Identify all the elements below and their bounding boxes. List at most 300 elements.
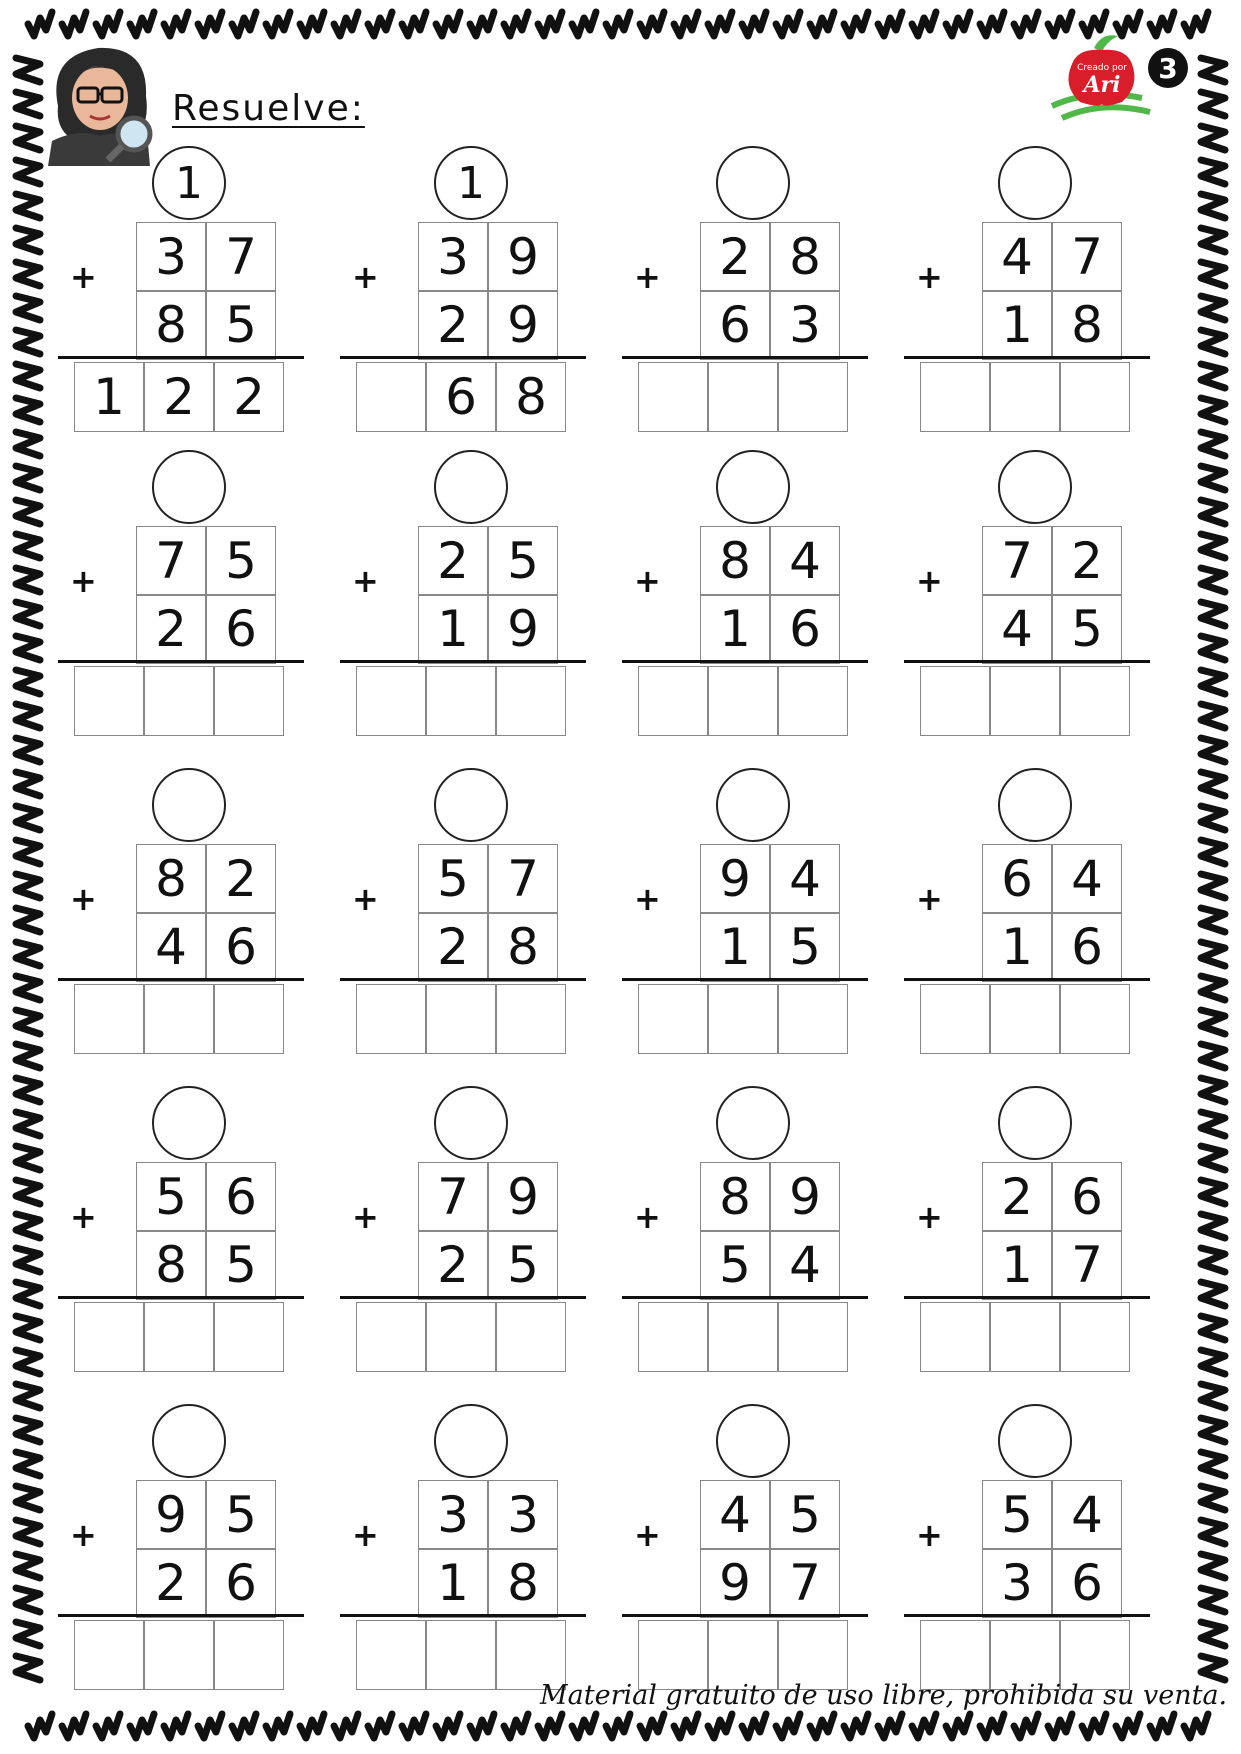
result-units-box[interactable] [214, 1302, 284, 1372]
addition-problem [908, 1086, 1158, 1376]
carry-circle[interactable]: 1 [434, 146, 508, 220]
carry-circle[interactable] [716, 1086, 790, 1160]
border-scribble [538, 1714, 562, 1738]
border-scribble [1201, 364, 1225, 388]
border-scribble [674, 1714, 698, 1738]
sum-line [622, 1614, 868, 1617]
top-tens-digit: 8 [700, 526, 770, 596]
border-scribble [1201, 874, 1225, 898]
top-units-digit: 2 [1052, 526, 1122, 596]
plus-sign: + [352, 1516, 379, 1554]
border-scribble [1201, 704, 1225, 728]
border-scribble [96, 1714, 120, 1738]
border-scribble [16, 772, 40, 796]
result-units-box[interactable] [778, 984, 848, 1054]
top-tens-digit: 4 [982, 222, 1052, 292]
border-scribble [1201, 738, 1225, 762]
border-scribble [16, 500, 40, 524]
border-scribble [16, 1146, 40, 1170]
border-scribble [946, 12, 970, 36]
result-units-box[interactable] [778, 666, 848, 736]
border-scribble [334, 12, 358, 36]
result-units-box[interactable] [778, 362, 848, 432]
bottom-units-digit: 8 [488, 912, 558, 982]
bottom-tens-digit: 1 [700, 594, 770, 664]
border-scribble [16, 1214, 40, 1238]
border-scribble [776, 12, 800, 36]
result-tens-box[interactable] [708, 984, 778, 1054]
carry-circle[interactable] [152, 1404, 226, 1478]
plus-sign: + [70, 1516, 97, 1554]
result-tens-box[interactable] [990, 1302, 1060, 1372]
result-units-box[interactable]: 2 [214, 362, 284, 432]
top-units-digit: 7 [1052, 222, 1122, 292]
result-units-box[interactable] [1060, 362, 1130, 432]
result-hundreds-box[interactable] [356, 984, 426, 1054]
bottom-tens-digit: 8 [136, 290, 206, 360]
border-scribble [16, 670, 40, 694]
sum-line [622, 978, 868, 981]
border-scribble [1201, 1010, 1225, 1034]
bottom-units-digit: 6 [770, 594, 840, 664]
top-units-digit: 5 [206, 1480, 276, 1550]
result-units-box[interactable] [214, 984, 284, 1054]
result-hundreds-box[interactable] [638, 362, 708, 432]
result-tens-box[interactable] [144, 666, 214, 736]
border-scribble [198, 12, 222, 36]
bottom-units-digit: 6 [206, 1548, 276, 1618]
result-tens-box[interactable]: 6 [426, 362, 496, 432]
border-scribble [16, 1520, 40, 1544]
border-scribble [16, 398, 40, 422]
result-hundreds-box[interactable] [638, 984, 708, 1054]
result-units-box[interactable] [778, 1302, 848, 1372]
result-hundreds-box[interactable] [74, 666, 144, 736]
sum-line [340, 978, 586, 981]
plus-sign: + [70, 880, 97, 918]
border-scribble [62, 1714, 86, 1738]
border-scribble [16, 1486, 40, 1510]
sum-line [58, 1296, 304, 1299]
addition-problem [626, 146, 876, 436]
result-tens-box[interactable] [990, 984, 1060, 1054]
top-units-digit: 6 [206, 1162, 276, 1232]
carry-circle[interactable] [434, 768, 508, 842]
border-scribble [1201, 602, 1225, 626]
addition-problem [908, 1404, 1158, 1694]
plus-sign: + [70, 562, 97, 600]
result-tens-box[interactable] [144, 984, 214, 1054]
top-units-digit: 7 [488, 844, 558, 914]
bottom-tens-digit: 1 [982, 912, 1052, 982]
border-scribble [1201, 1214, 1225, 1238]
border-scribble [1150, 1714, 1174, 1738]
border-scribble [1201, 1418, 1225, 1442]
carry-circle[interactable] [434, 1086, 508, 1160]
addition-problem [626, 1086, 876, 1376]
border-scribble [1201, 636, 1225, 660]
border-scribble [1201, 1112, 1225, 1136]
border-scribble [912, 12, 936, 36]
border-scribble [878, 12, 902, 36]
plus-sign: + [352, 562, 379, 600]
border-scribble [62, 12, 86, 36]
footer-note: Material gratuito de uso libre, prohibida su venta. [540, 1680, 1228, 1711]
border-scribble [28, 1714, 52, 1738]
top-tens-digit: 3 [418, 1480, 488, 1550]
carry-circle[interactable] [716, 768, 790, 842]
result-hundreds-box[interactable] [920, 984, 990, 1054]
sum-line [340, 660, 586, 663]
bottom-units-digit: 8 [1052, 290, 1122, 360]
result-hundreds-box[interactable] [638, 1302, 708, 1372]
border-scribble [1201, 1180, 1225, 1204]
border-scribble [1201, 908, 1225, 932]
result-hundreds-box[interactable] [74, 1620, 144, 1690]
border-scribble [16, 1010, 40, 1034]
border-scribble [1201, 670, 1225, 694]
result-hundreds-box[interactable] [74, 1302, 144, 1372]
border-scribble [16, 1452, 40, 1476]
top-units-digit: 7 [206, 222, 276, 292]
top-units-digit: 3 [488, 1480, 558, 1550]
border-scribble [1201, 1248, 1225, 1272]
border-scribble [16, 1418, 40, 1442]
border-scribble [16, 1384, 40, 1408]
sum-line [904, 660, 1150, 663]
addition-problem [344, 1404, 594, 1694]
addition-problem [62, 768, 312, 1058]
border-scribble [1201, 534, 1225, 558]
bottom-units-digit: 9 [488, 594, 558, 664]
logo [1032, 28, 1202, 138]
carry-circle[interactable] [716, 146, 790, 220]
border-scribble [1201, 1078, 1225, 1102]
carry-circle[interactable] [152, 1086, 226, 1160]
border-scribble [1201, 330, 1225, 354]
border-scribble [1201, 432, 1225, 456]
addition-problem [344, 1086, 594, 1376]
carry-circle[interactable] [716, 1404, 790, 1478]
bottom-units-digit: 5 [1052, 594, 1122, 664]
border-scribble [16, 330, 40, 354]
border-scribble [1184, 1714, 1208, 1738]
border-scribble [300, 12, 324, 36]
top-tens-digit: 9 [136, 1480, 206, 1550]
border-scribble [1201, 1486, 1225, 1510]
plus-sign: + [634, 1198, 661, 1236]
border-scribble [300, 1714, 324, 1738]
border-scribble [16, 92, 40, 116]
addition-problem [344, 768, 594, 1058]
result-tens-box[interactable] [144, 1620, 214, 1690]
result-hundreds-box[interactable]: 1 [74, 362, 144, 432]
result-units-box[interactable] [496, 666, 566, 736]
top-units-digit: 5 [770, 1480, 840, 1550]
top-units-digit: 9 [488, 1162, 558, 1232]
plus-sign: + [916, 258, 943, 296]
border-scribble [1201, 1044, 1225, 1068]
addition-problem [62, 450, 312, 740]
top-tens-digit: 7 [418, 1162, 488, 1232]
border-scribble [470, 1714, 494, 1738]
addition-problem [908, 146, 1158, 436]
border-scribble [16, 126, 40, 150]
plus-sign: + [916, 880, 943, 918]
border-scribble [16, 1316, 40, 1340]
border-scribble [16, 1588, 40, 1612]
border-scribble [912, 1714, 936, 1738]
result-hundreds-box[interactable] [356, 1620, 426, 1690]
border-scribble [16, 806, 40, 830]
border-scribble [16, 58, 40, 82]
border-scribble [16, 296, 40, 320]
border-scribble [16, 568, 40, 592]
carry-circle[interactable] [152, 768, 226, 842]
result-hundreds-box[interactable] [356, 666, 426, 736]
border-scribble [674, 12, 698, 36]
sum-line [622, 1296, 868, 1299]
result-hundreds-box[interactable] [356, 1302, 426, 1372]
border-scribble [1201, 1656, 1225, 1680]
bottom-tens-digit: 9 [700, 1548, 770, 1618]
top-tens-digit: 4 [700, 1480, 770, 1550]
plus-sign: + [634, 258, 661, 296]
bottom-units-digit: 5 [770, 912, 840, 982]
addition-problem [626, 1404, 876, 1694]
sum-line [58, 356, 304, 359]
result-units-box[interactable] [496, 984, 566, 1054]
plus-sign: + [634, 880, 661, 918]
border-scribble [1201, 296, 1225, 320]
border-scribble [1201, 500, 1225, 524]
bottom-units-digit: 6 [206, 594, 276, 664]
carry-circle[interactable] [998, 146, 1072, 220]
carry-circle[interactable]: 1 [152, 146, 226, 220]
result-units-box[interactable] [1060, 984, 1130, 1054]
border-scribble [16, 1112, 40, 1136]
border-scribble [402, 12, 426, 36]
sum-line [58, 660, 304, 663]
border-scribble [878, 1714, 902, 1738]
bottom-units-digit: 3 [770, 290, 840, 360]
border-scribble [16, 602, 40, 626]
result-hundreds-box[interactable] [920, 362, 990, 432]
border-scribble [742, 1714, 766, 1738]
carry-circle[interactable] [434, 450, 508, 524]
border-scribble [16, 466, 40, 490]
bottom-tens-digit: 5 [700, 1230, 770, 1300]
result-tens-box[interactable] [426, 1620, 496, 1690]
addition-problem [62, 1404, 312, 1694]
border-scribble [1201, 160, 1225, 184]
border-scribble [16, 704, 40, 728]
border-scribble [198, 1714, 222, 1738]
border-scribble [1201, 1622, 1225, 1646]
carry-circle[interactable] [434, 1404, 508, 1478]
border-scribble [28, 12, 52, 36]
plus-sign: + [352, 880, 379, 918]
result-tens-box[interactable] [990, 666, 1060, 736]
result-units-box[interactable]: 8 [496, 362, 566, 432]
top-units-digit: 4 [770, 844, 840, 914]
plus-sign: + [916, 562, 943, 600]
bottom-units-digit: 4 [770, 1230, 840, 1300]
top-units-digit: 2 [206, 844, 276, 914]
sum-line [904, 356, 1150, 359]
border-scribble [1201, 806, 1225, 830]
border-scribble [810, 1714, 834, 1738]
border-scribble [708, 12, 732, 36]
border-scribble [1201, 126, 1225, 150]
logo-name: Ari [1083, 72, 1121, 98]
bottom-tens-digit: 2 [418, 912, 488, 982]
top-units-digit: 9 [770, 1162, 840, 1232]
bottom-units-digit: 6 [1052, 912, 1122, 982]
border-scribble [1014, 1714, 1038, 1738]
addition-problems-grid [62, 146, 1172, 1706]
top-tens-digit: 2 [700, 222, 770, 292]
result-tens-box[interactable] [708, 666, 778, 736]
border-scribble [368, 1714, 392, 1738]
top-tens-digit: 5 [418, 844, 488, 914]
result-tens-box[interactable] [708, 362, 778, 432]
border-scribble [1201, 1316, 1225, 1340]
sum-line [58, 978, 304, 981]
result-tens-box[interactable] [708, 1302, 778, 1372]
result-tens-box[interactable] [426, 984, 496, 1054]
result-hundreds-box[interactable] [638, 666, 708, 736]
border-scribble [1201, 1350, 1225, 1374]
top-units-digit: 9 [488, 222, 558, 292]
border-scribble [436, 1714, 460, 1738]
border-scribble [504, 12, 528, 36]
addition-problem [344, 146, 594, 436]
result-units-box[interactable] [1060, 666, 1130, 736]
top-tens-digit: 6 [982, 844, 1052, 914]
border-scribble [1201, 262, 1225, 286]
addition-problem [62, 146, 312, 436]
bottom-tens-digit: 2 [136, 1548, 206, 1618]
plus-sign: + [352, 258, 379, 296]
result-hundreds-box[interactable] [356, 362, 426, 432]
sum-line [904, 978, 1150, 981]
bottom-tens-digit: 2 [418, 1230, 488, 1300]
border-scribble [16, 1044, 40, 1068]
logo-top-text: Creado por [1077, 63, 1127, 73]
top-tens-digit: 7 [982, 526, 1052, 596]
border-scribble [504, 1714, 528, 1738]
bottom-tens-digit: 4 [982, 594, 1052, 664]
border-scribble [368, 12, 392, 36]
border-scribble [572, 12, 596, 36]
border-scribble [1201, 568, 1225, 592]
border-scribble [810, 12, 834, 36]
top-tens-digit: 3 [136, 222, 206, 292]
border-scribble [1201, 840, 1225, 864]
result-units-box[interactable] [1060, 1302, 1130, 1372]
sum-line [622, 660, 868, 663]
result-hundreds-box[interactable] [920, 666, 990, 736]
border-scribble [16, 262, 40, 286]
border-scribble [16, 1078, 40, 1102]
carry-circle[interactable] [998, 1404, 1072, 1478]
border-scribble [1201, 772, 1225, 796]
sum-line [622, 356, 868, 359]
carry-circle[interactable] [716, 450, 790, 524]
border-scribble [402, 1714, 426, 1738]
carry-circle[interactable] [998, 1086, 1072, 1160]
top-tens-digit: 9 [700, 844, 770, 914]
plus-sign: + [916, 1198, 943, 1236]
border-scribble [1201, 1520, 1225, 1544]
result-tens-box[interactable] [144, 1302, 214, 1372]
result-tens-box[interactable]: 2 [144, 362, 214, 432]
result-hundreds-box[interactable] [74, 984, 144, 1054]
result-tens-box[interactable] [990, 362, 1060, 432]
carry-circle[interactable] [998, 768, 1072, 842]
border-scribble [16, 1554, 40, 1578]
border-scribble [844, 1714, 868, 1738]
border-scribble [16, 228, 40, 252]
plus-sign: + [70, 258, 97, 296]
top-tens-digit: 5 [982, 1480, 1052, 1550]
plus-sign: + [352, 1198, 379, 1236]
sum-line [904, 1296, 1150, 1299]
border-scribble [980, 1714, 1004, 1738]
bottom-units-digit: 8 [488, 1548, 558, 1618]
result-tens-box[interactable] [426, 1302, 496, 1372]
sum-line [58, 1614, 304, 1617]
sum-line [904, 1614, 1150, 1617]
bottom-tens-digit: 2 [136, 594, 206, 664]
border-scribble [470, 12, 494, 36]
border-scribble [16, 1656, 40, 1680]
top-tens-digit: 2 [418, 526, 488, 596]
result-units-box[interactable] [496, 1302, 566, 1372]
border-scribble [1082, 1714, 1106, 1738]
carry-circle[interactable] [998, 450, 1072, 524]
result-units-box[interactable] [214, 1620, 284, 1690]
top-units-digit: 5 [206, 526, 276, 596]
border-scribble [266, 1714, 290, 1738]
border-scribble [16, 1248, 40, 1272]
border-scribble [1201, 58, 1225, 82]
result-tens-box[interactable] [426, 666, 496, 736]
bottom-units-digit: 6 [206, 912, 276, 982]
bottom-units-digit: 5 [206, 290, 276, 360]
page-title: Resuelve: [172, 88, 365, 129]
border-scribble [16, 1350, 40, 1374]
top-units-digit: 6 [1052, 1162, 1122, 1232]
border-scribble [16, 194, 40, 218]
result-hundreds-box[interactable] [920, 1302, 990, 1372]
border-scribble [742, 12, 766, 36]
top-tens-digit: 8 [700, 1162, 770, 1232]
border-scribble [16, 942, 40, 966]
border-scribble [1201, 92, 1225, 116]
bottom-units-digit: 9 [488, 290, 558, 360]
carry-circle[interactable] [152, 450, 226, 524]
result-units-box[interactable] [214, 666, 284, 736]
border-scribble [16, 432, 40, 456]
border-scribble [1201, 1554, 1225, 1578]
border-scribble [16, 636, 40, 660]
top-units-digit: 8 [770, 222, 840, 292]
border-scribble [16, 908, 40, 932]
plus-sign: + [634, 1516, 661, 1554]
border-scribble [1048, 1714, 1072, 1738]
